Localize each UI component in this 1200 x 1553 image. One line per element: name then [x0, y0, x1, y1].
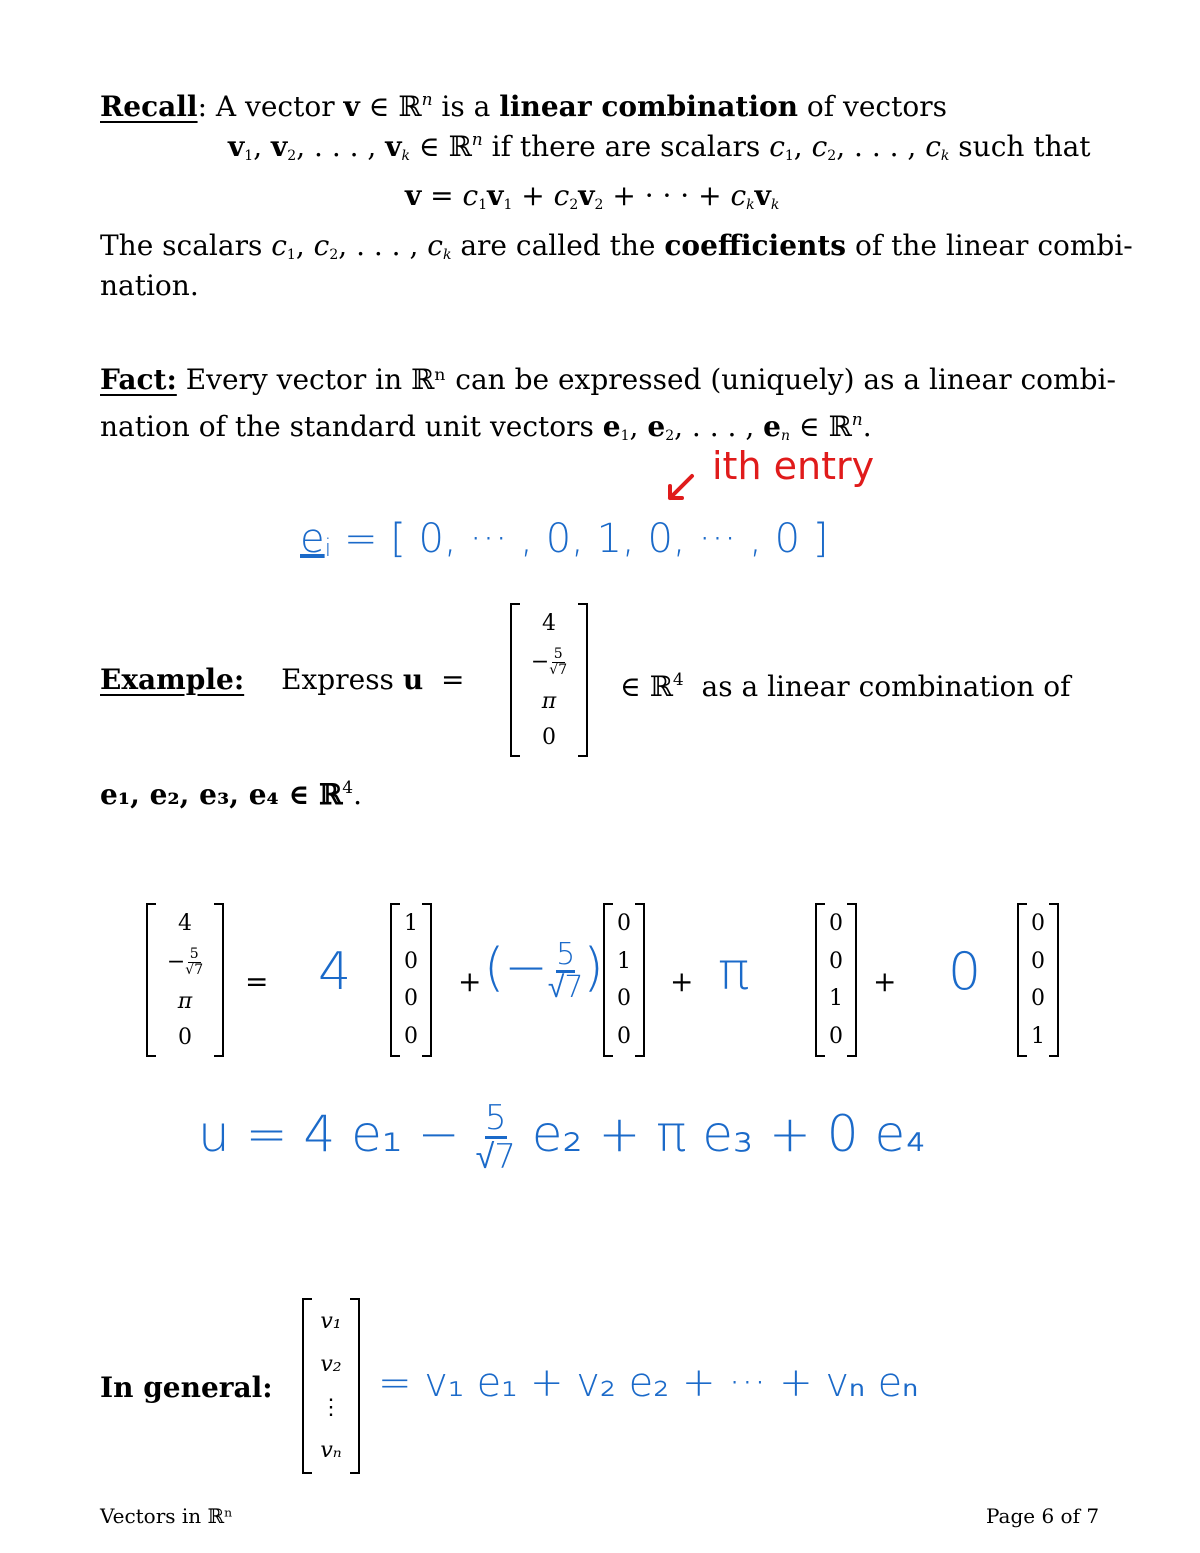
example-label: Example: — [100, 663, 245, 696]
recall-line-1: Recall: A vector v ∈ ℝ$^n$ is a linear combination of vectors — [100, 90, 947, 123]
e3-vector: 0 0 1 0 — [815, 905, 857, 1055]
coef-4: 0 — [948, 942, 982, 1002]
coef-2: (− $\frac{5}{√7}$ ) — [484, 936, 604, 1005]
e4-vector: 0 0 0 1 — [1017, 905, 1059, 1055]
coefficients-paragraph-end: nation. — [100, 269, 199, 302]
example-line-rhs: ∈ ℝ$^4$ as a linear combination of — [620, 670, 1071, 703]
fact-line-1: Fact: Every vector in ℝⁿ can be expressed (uniquely) as a linear combi- — [100, 363, 1116, 396]
example-line: Example: Express u = — [100, 663, 465, 696]
lhs-vector: 4 − $\frac{5}{√7}$ π 0 — [146, 905, 224, 1055]
coef-1: 4 — [318, 942, 352, 1002]
page-number: Page 6 of 7 — [986, 1504, 1100, 1528]
general-label: In general: — [100, 1371, 273, 1404]
recall-label: Recall — [100, 90, 198, 123]
linear-combination-equation: $v = c_1v_1 + c_2v_2$ + · · · + $c_kv_k$ — [405, 179, 780, 213]
footer-title: Vectors in ℝⁿ — [100, 1504, 233, 1528]
general-vector: v₁ v₂ ⋮ vₙ — [302, 1300, 360, 1472]
example-vector: 4 − $\frac{5}{√7}$ π 0 — [510, 605, 588, 755]
ei-definition: $e_i$ = [ 0, ··· , 0, 1, 0, ··· , 0 ] — [300, 516, 829, 562]
coefficients-term: coefficients — [664, 229, 847, 262]
arrow-icon — [660, 470, 700, 506]
u-expansion-result: u = 4 e₁ − $\frac{5}{√7}$ e₂ + π e₃ + 0 e₄ — [198, 1098, 926, 1177]
e1-vector: 1 0 0 0 — [390, 905, 432, 1055]
general-expansion: = v₁ e₁ + v₂ e₂ + ··· + vₙ eₙ — [378, 1360, 919, 1406]
ith-entry-annotation: ith entry — [712, 444, 875, 488]
fact-label: Fact: — [100, 363, 177, 396]
coef-3: π — [718, 942, 750, 1002]
fact-line-2: nation of the standard unit vectors $e_1$, $e_2$, . . . , $e_n$ ∈ ℝ$^n$. — [100, 410, 872, 444]
e2-vector: 0 1 0 0 — [603, 905, 645, 1055]
linear-combination-term: linear combination — [499, 90, 798, 123]
recall-line-2: $v_1$, $v_2$, . . . , $v_k$ ∈ ℝ$^n$ if there are scalars $c_1$, $c_2$, . . . , $c_k$ such that — [228, 130, 1091, 164]
equals-sign: = — [245, 965, 269, 998]
coefficients-paragraph: The scalars $c_1$, $c_2$, . . . , $c_k$ are called the coefficients of the linear combi- — [100, 229, 1133, 263]
example-tail: e₁, e₂, e₃, e₄ ∈ ℝ$^4$. — [100, 778, 363, 811]
